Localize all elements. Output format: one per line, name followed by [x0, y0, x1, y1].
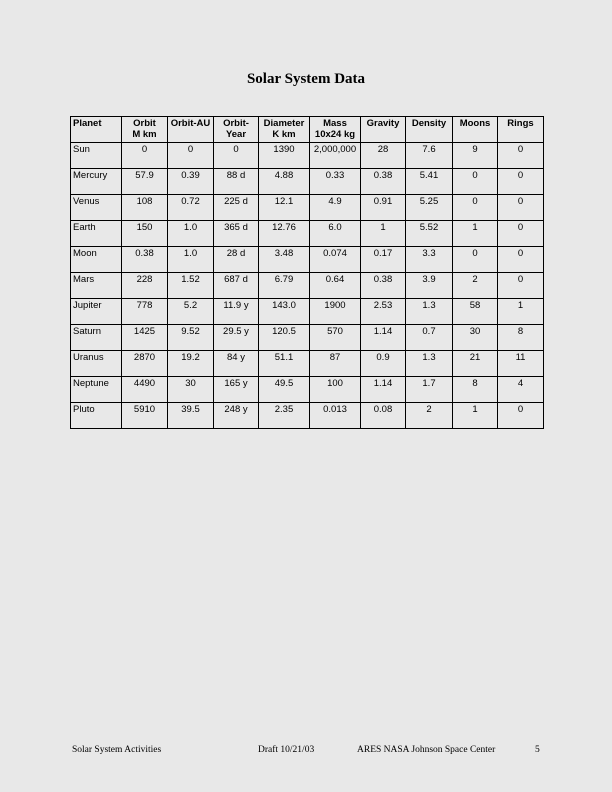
header-rings: Rings: [498, 117, 544, 143]
table-cell: Mercury: [71, 169, 122, 195]
header-orbit-au: Orbit-AU: [168, 117, 214, 143]
table-cell: 1: [453, 403, 498, 429]
table-cell: 0: [168, 143, 214, 169]
table-cell: 365 d: [214, 221, 259, 247]
header-gravity: Gravity: [361, 117, 406, 143]
table-cell: 0.7: [406, 325, 453, 351]
table-cell: 5910: [122, 403, 168, 429]
table-cell: 8: [498, 325, 544, 351]
table-cell: 9: [453, 143, 498, 169]
table-cell: 9.52: [168, 325, 214, 351]
table-cell: 150: [122, 221, 168, 247]
table-cell: 12.76: [259, 221, 310, 247]
table-cell: 4.9: [310, 195, 361, 221]
table-cell: 58: [453, 299, 498, 325]
header-diameter: Diameter K km: [259, 117, 310, 143]
table-row: [71, 325, 544, 351]
table-cell: 0: [122, 143, 168, 169]
table-cell: Earth: [71, 221, 122, 247]
table-cell: 1.3: [406, 299, 453, 325]
table-cell: 570: [310, 325, 361, 351]
table-cell: 1.7: [406, 377, 453, 403]
table-cell: 87: [310, 351, 361, 377]
table-cell: 5.41: [406, 169, 453, 195]
table-cell: Sun: [71, 143, 122, 169]
table-cell: 2.35: [259, 403, 310, 429]
table-cell: 248 y: [214, 403, 259, 429]
header-mass: Mass 10x24 kg: [310, 117, 361, 143]
table-cell: 2: [453, 273, 498, 299]
table-cell: 1.0: [168, 221, 214, 247]
table-cell: 0.9: [361, 351, 406, 377]
table-cell: 1.3: [406, 351, 453, 377]
header-orbit: Orbit M km: [122, 117, 168, 143]
header-density: Density: [406, 117, 453, 143]
table-cell: 2,000,000: [310, 143, 361, 169]
header-moons: Moons: [453, 117, 498, 143]
table-cell: 19.2: [168, 351, 214, 377]
table-cell: 0.72: [168, 195, 214, 221]
table-cell: 0: [453, 169, 498, 195]
table-cell: 0: [453, 195, 498, 221]
table-row: [71, 377, 544, 403]
table-cell: 225 d: [214, 195, 259, 221]
table-cell: 120.5: [259, 325, 310, 351]
table-cell: 7.6: [406, 143, 453, 169]
table-cell: 0.013: [310, 403, 361, 429]
table-cell: 0.38: [361, 169, 406, 195]
table-cell: 21: [453, 351, 498, 377]
table-row: [71, 351, 544, 377]
table-cell: 778: [122, 299, 168, 325]
table-cell: 4: [498, 377, 544, 403]
table-cell: 0: [498, 169, 544, 195]
table-row: [71, 403, 544, 429]
table-cell: 4.88: [259, 169, 310, 195]
solar-system-table: [70, 116, 544, 429]
table-cell: 1: [498, 299, 544, 325]
table-cell: 0: [498, 195, 544, 221]
table-cell: 687 d: [214, 273, 259, 299]
table-cell: 1: [453, 221, 498, 247]
table-cell: 39.5: [168, 403, 214, 429]
table-cell: 0.074: [310, 247, 361, 273]
footer-page-number: 5: [535, 745, 540, 755]
table-header-row: [71, 117, 544, 143]
table-cell: 0.33: [310, 169, 361, 195]
table-cell: 30: [168, 377, 214, 403]
table-cell: Jupiter: [71, 299, 122, 325]
table-cell: 5.25: [406, 195, 453, 221]
table-cell: 165 y: [214, 377, 259, 403]
table-cell: 6.79: [259, 273, 310, 299]
table-cell: 51.1: [259, 351, 310, 377]
table-row: [71, 247, 544, 273]
footer-left: Solar System Activities: [72, 745, 162, 755]
table-cell: 1900: [310, 299, 361, 325]
table-cell: 1.14: [361, 325, 406, 351]
table-cell: 108: [122, 195, 168, 221]
table-cell: 28 d: [214, 247, 259, 273]
table-cell: 0.38: [361, 273, 406, 299]
table-cell: 6.0: [310, 221, 361, 247]
table-row: [71, 169, 544, 195]
table-row: [71, 299, 544, 325]
table-row: [71, 273, 544, 299]
table-cell: 0: [498, 221, 544, 247]
table-cell: 3.48: [259, 247, 310, 273]
table-cell: 12.1: [259, 195, 310, 221]
table-cell: 49.5: [259, 377, 310, 403]
table-cell: 3.9: [406, 273, 453, 299]
table-cell: 0: [498, 143, 544, 169]
table-cell: 0.64: [310, 273, 361, 299]
table-cell: Saturn: [71, 325, 122, 351]
table-cell: 5.2: [168, 299, 214, 325]
table-cell: 0.08: [361, 403, 406, 429]
table-row: [71, 195, 544, 221]
table-cell: 100: [310, 377, 361, 403]
table-cell: 1: [361, 221, 406, 247]
table-cell: 1.52: [168, 273, 214, 299]
table-cell: Uranus: [71, 351, 122, 377]
table-cell: 0.38: [122, 247, 168, 273]
table-cell: 0: [498, 273, 544, 299]
table-cell: 1390: [259, 143, 310, 169]
table-cell: 3.3: [406, 247, 453, 273]
table-row: [71, 143, 544, 169]
table-cell: 2870: [122, 351, 168, 377]
table-cell: 0: [498, 247, 544, 273]
table-cell: Moon: [71, 247, 122, 273]
table-cell: 11.9 y: [214, 299, 259, 325]
table-cell: Venus: [71, 195, 122, 221]
table-cell: 1425: [122, 325, 168, 351]
table-cell: 11: [498, 351, 544, 377]
header-orbit-year: Orbit- Year: [214, 117, 259, 143]
table-cell: 8: [453, 377, 498, 403]
table-cell: 0.17: [361, 247, 406, 273]
table-cell: 84 y: [214, 351, 259, 377]
table-cell: 1.14: [361, 377, 406, 403]
table-cell: Pluto: [71, 403, 122, 429]
table-cell: 2.53: [361, 299, 406, 325]
table-cell: Mars: [71, 273, 122, 299]
page-title: Solar System Data: [246, 71, 366, 87]
table-cell: 2: [406, 403, 453, 429]
table-cell: 88 d: [214, 169, 259, 195]
table-cell: 0.91: [361, 195, 406, 221]
footer-center: Draft 10/21/03: [258, 745, 315, 755]
table-cell: 57.9: [122, 169, 168, 195]
table-cell: 0: [453, 247, 498, 273]
table-cell: 143.0: [259, 299, 310, 325]
footer-right: ARES NASA Johnson Space Center: [357, 745, 496, 755]
table-row: [71, 221, 544, 247]
table-cell: Neptune: [71, 377, 122, 403]
table-cell: 5.52: [406, 221, 453, 247]
table-cell: 0: [214, 143, 259, 169]
header-planet: Planet: [71, 117, 122, 143]
table-cell: 0: [498, 403, 544, 429]
table-cell: 4490: [122, 377, 168, 403]
table-cell: 1.0: [168, 247, 214, 273]
table-cell: 28: [361, 143, 406, 169]
table-cell: 29.5 y: [214, 325, 259, 351]
table-cell: 0.39: [168, 169, 214, 195]
table-cell: 228: [122, 273, 168, 299]
table-cell: 30: [453, 325, 498, 351]
